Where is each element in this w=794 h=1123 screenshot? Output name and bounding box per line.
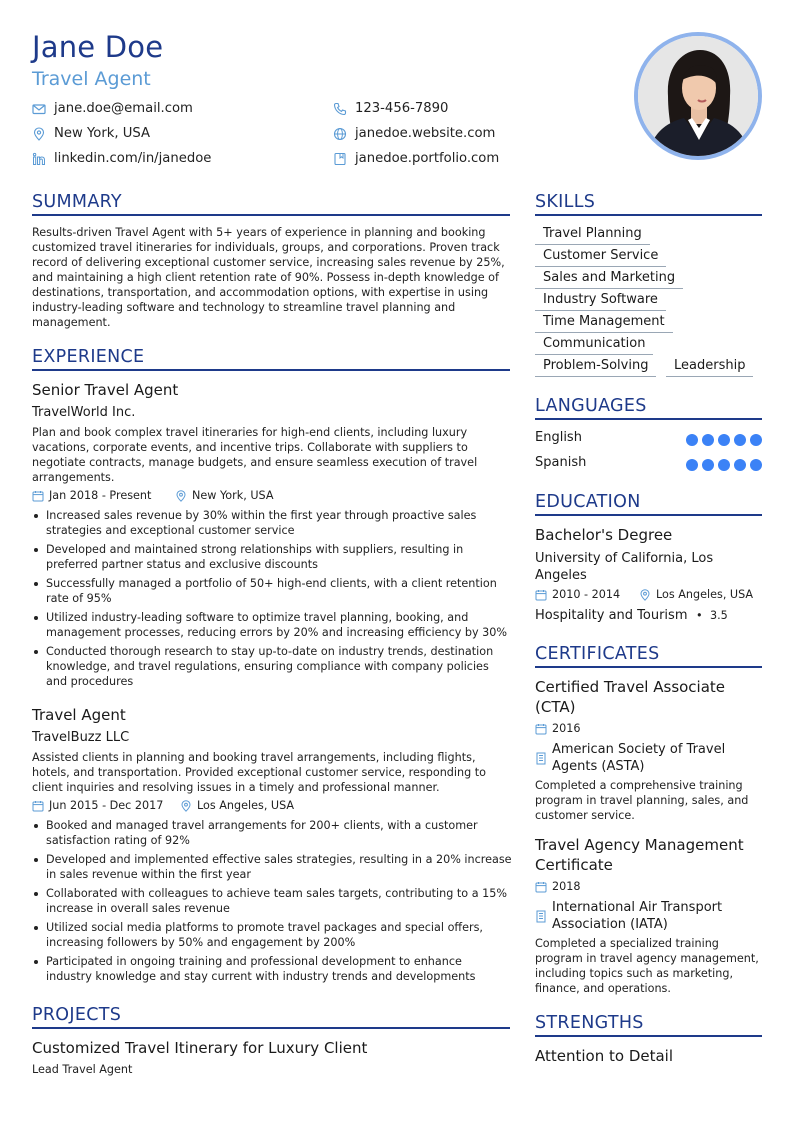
- job-location: [175, 489, 274, 502]
- achievement-item: [32, 610, 512, 640]
- portfolio-icon: [333, 152, 347, 166]
- achievement-line: strategies and exceptional customer service: [46, 524, 295, 537]
- certificate-org-line: Association (IATA): [552, 917, 668, 932]
- certificate-description-line: Completed a specialized training: [535, 937, 719, 950]
- certificate-year: [535, 880, 580, 893]
- building-icon: [535, 910, 547, 923]
- language-level-dot: [702, 434, 714, 446]
- strength-item: Attention to Detail: [535, 1047, 674, 1065]
- achievement-item: [32, 508, 512, 538]
- job-location-text: New York, USA: [192, 489, 274, 502]
- building-icon: [535, 752, 547, 765]
- profile-photo: [634, 32, 762, 160]
- certificate-org-line: International Air Transport: [552, 900, 723, 915]
- skill-tag: Travel Planning: [535, 224, 650, 245]
- language-level-dots: [686, 459, 762, 471]
- achievement-line: Utilized industry-leading software to optimize travel planning, booking, and: [46, 611, 469, 624]
- certificate-description: [535, 936, 762, 996]
- certificate-title-line: Travel Agency Management: [535, 836, 744, 854]
- summary-text: [32, 225, 512, 330]
- portfolio-text: janedoe.portfolio.com: [355, 151, 500, 166]
- summary-line: destinations, transportation, and accommodation options, with expertise in using: [32, 286, 489, 299]
- achievement-line: preferred partner status and exclusive discounts: [46, 558, 318, 571]
- gpa-value: 3.5: [710, 609, 728, 622]
- calendar-icon: [32, 490, 44, 502]
- job-description-line: arrangements.: [32, 471, 115, 484]
- certificate-description-line: program in travel planning, sales, and: [535, 794, 749, 807]
- school-line: Angeles: [535, 568, 587, 583]
- job-title: Travel Agent: [32, 706, 126, 724]
- achievement-item: [32, 852, 512, 882]
- certificate-year-text: 2016: [552, 722, 581, 735]
- language-level-dot: [750, 459, 762, 471]
- certificate-title-line: Certified Travel Associate: [535, 678, 726, 696]
- portfolio-contact[interactable]: [333, 151, 499, 166]
- summary-line: industry-leading software and technology to streamline travel planning and: [32, 301, 456, 314]
- summary-line: and maintaining a high client retention rate of 90%. Possess in-depth knowledge of: [32, 271, 499, 284]
- projects-heading: PROJECTS: [32, 1005, 510, 1029]
- globe-icon: [333, 127, 347, 141]
- website-text: janedoe.website.com: [355, 126, 496, 141]
- summary-line: customized travel itineraries for individuals, groups, and corporations. Proven track: [32, 241, 500, 254]
- achievement-line: and procedures: [46, 675, 134, 688]
- education-dates: [535, 588, 620, 601]
- certificates-heading: CERTIFICATES: [535, 644, 762, 668]
- degree: Bachelor's Degree: [535, 526, 673, 544]
- achievement-line: increasing followers by 50% and engagement by 200%: [46, 936, 356, 949]
- phone-text: 123-456-7890: [355, 101, 449, 116]
- language-name: English: [535, 430, 582, 445]
- achievement-item: [32, 576, 512, 606]
- phone-contact[interactable]: [333, 101, 448, 116]
- calendar-icon: [32, 800, 44, 812]
- education-location: [639, 588, 753, 601]
- job-dates-text: Jun 2015 - Dec 2017: [49, 799, 164, 812]
- language-level-dots: [686, 434, 762, 446]
- certificate-description-line: Completed a comprehensive training: [535, 779, 743, 792]
- calendar-icon: [535, 723, 547, 735]
- achievement-item: [32, 818, 512, 848]
- achievement-line: Increased sales revenue by 30% within the first year through proactive sales: [46, 509, 477, 522]
- summary-line: record of delivering exceptional customer service, increasing sales revenue by 25%,: [32, 256, 505, 269]
- location-pin-icon: [639, 589, 651, 601]
- job-dates: [32, 799, 163, 812]
- language-level-dot: [718, 434, 730, 446]
- certificate-year-text: 2018: [552, 880, 581, 893]
- achievement-item: [32, 644, 512, 689]
- email-contact[interactable]: [32, 101, 193, 116]
- job-description-line: client inquiries and resolving issues in a timely and professional manner.: [32, 781, 440, 794]
- gpa-separator: •: [696, 609, 703, 622]
- email-text: jane.doe@email.com: [54, 101, 193, 116]
- linkedin-icon: [32, 152, 46, 166]
- school-line: University of California, Los: [535, 551, 714, 566]
- achievement-line: Booked and managed travel arrangements for 200+ clients, with a customer: [46, 819, 478, 832]
- education-field: Hospitality and Tourism: [535, 608, 688, 623]
- skill-tag: Leadership: [666, 356, 753, 377]
- skills-heading: SKILLS: [535, 192, 762, 216]
- certificate-description-line: customer service.: [535, 809, 635, 822]
- achievement-line: Conducted thorough research to stay up-to-date on industry trends, destination: [46, 645, 494, 658]
- job-location-text: Los Angeles, USA: [197, 799, 295, 812]
- location-pin-icon: [180, 800, 192, 812]
- achievement-line: management processes, reducing errors by 20% and increasing efficiency by 30%: [46, 626, 508, 639]
- achievement-item: [32, 954, 512, 984]
- skill-tag: Communication: [535, 334, 653, 355]
- certificate-description-line: including topics such as marketing,: [535, 967, 733, 980]
- job-company: TravelWorld Inc.: [32, 405, 136, 420]
- certificate-title-line: Certificate: [535, 856, 613, 874]
- achievement-line: Participated in ongoing training and professional development to enhance: [46, 955, 462, 968]
- achievement-line: rate of 95%: [46, 592, 112, 605]
- linkedin-contact[interactable]: [32, 151, 211, 166]
- achievement-line: satisfaction rating of 92%: [46, 834, 190, 847]
- job-description-line: vacations, corporate events, and incentive trips. Collaborate with suppliers to: [32, 441, 468, 454]
- envelope-icon: [32, 102, 46, 116]
- location-pin-icon: [32, 127, 46, 141]
- job-description-line: Plan and book complex travel itineraries for high-end clients, including luxury: [32, 426, 468, 439]
- certificate-title-line: (CTA): [535, 698, 576, 716]
- experience-heading: EXPERIENCE: [32, 347, 510, 371]
- achievement-line: Developed and maintained strong relationships with suppliers, resulting in: [46, 543, 464, 556]
- achievement-line: Successfully managed a portfolio of 50+ high-end clients, with a client retention: [46, 577, 497, 590]
- skill-tag: Time Management: [535, 312, 673, 333]
- job-description-line: Assisted clients in planning and booking travel arrangements, including flights,: [32, 751, 476, 764]
- website-contact[interactable]: [333, 126, 495, 141]
- skill-tag: Problem-Solving: [535, 356, 656, 377]
- phone-icon: [333, 102, 347, 116]
- certificate-org-line: Agents (ASTA): [552, 759, 645, 774]
- job-title: Senior Travel Agent: [32, 381, 179, 399]
- location-text: New York, USA: [54, 126, 151, 141]
- achievement-line: Developed and implemented effective sales strategies, resulting in a 20% increase: [46, 853, 512, 866]
- job-description-line: negotiate contracts, manage budgets, and ensure seamless execution of travel: [32, 456, 478, 469]
- job-description: [32, 750, 512, 795]
- job-company: TravelBuzz LLC: [32, 730, 130, 745]
- certificate-description-line: finance, and operations.: [535, 982, 671, 995]
- job-achievements: [32, 508, 512, 693]
- achievement-item: [32, 886, 512, 916]
- job-achievements: [32, 818, 512, 988]
- project-title: Customized Travel Itinerary for Luxury Client: [32, 1039, 368, 1057]
- linkedin-text: linkedin.com/in/janedoe: [54, 151, 212, 166]
- job-dates: [32, 489, 151, 502]
- certificate-description: [535, 778, 762, 823]
- summary-line: Results-driven Travel Agent with 5+ years of experience in planning and booking: [32, 226, 486, 239]
- candidate-role: Travel Agent: [32, 68, 151, 90]
- achievement-line: industry knowledge and stay current with industry trends and developments: [46, 970, 476, 983]
- job-location: [180, 799, 294, 812]
- summary-heading: SUMMARY: [32, 192, 510, 216]
- achievement-item: [32, 542, 512, 572]
- summary-line: management.: [32, 316, 111, 329]
- achievement-line: knowledge, and travel regulations, ensuring compliance with company policies: [46, 660, 489, 673]
- language-level-dot: [750, 434, 762, 446]
- language-level-dot: [734, 459, 746, 471]
- skill-tag: Industry Software: [535, 290, 666, 311]
- candidate-name: Jane Doe: [32, 30, 164, 64]
- calendar-icon: [535, 881, 547, 893]
- certificate-org-line: American Society of Travel: [552, 742, 726, 757]
- languages-heading: LANGUAGES: [535, 396, 762, 420]
- strengths-heading: STRENGTHS: [535, 1013, 762, 1037]
- achievement-line: Utilized social media platforms to promote travel packages and special offers,: [46, 921, 483, 934]
- language-name: Spanish: [535, 455, 587, 470]
- skill-tag: Customer Service: [535, 246, 666, 267]
- language-level-dot: [734, 434, 746, 446]
- skill-tag: Sales and Marketing: [535, 268, 683, 289]
- location-contact: [32, 126, 150, 141]
- calendar-icon: [535, 589, 547, 601]
- profile-portrait-image: [638, 36, 758, 156]
- achievement-item: [32, 920, 512, 950]
- education-heading: EDUCATION: [535, 492, 762, 516]
- education-location-text: Los Angeles, USA: [656, 588, 754, 601]
- project-role: Lead Travel Agent: [32, 1063, 133, 1076]
- language-level-dot: [702, 459, 714, 471]
- language-level-dot: [718, 459, 730, 471]
- achievement-line: in sales revenue within the first year: [46, 868, 251, 881]
- job-dates-text: Jan 2018 - Present: [49, 489, 152, 502]
- education-dates-text: 2010 - 2014: [552, 588, 621, 601]
- job-description: [32, 425, 512, 485]
- language-level-dot: [686, 459, 698, 471]
- location-pin-icon: [175, 490, 187, 502]
- certificate-year: [535, 722, 580, 735]
- language-level-dot: [686, 434, 698, 446]
- job-description-line: hotels, and transportation. Provided exceptional customer service, responding to: [32, 766, 486, 779]
- certificate-description-line: program in travel agency management,: [535, 952, 759, 965]
- achievement-line: increase in overall sales revenue: [46, 902, 230, 915]
- achievement-line: Collaborated with colleagues to achieve team sales targets, contributing to a 15%: [46, 887, 507, 900]
